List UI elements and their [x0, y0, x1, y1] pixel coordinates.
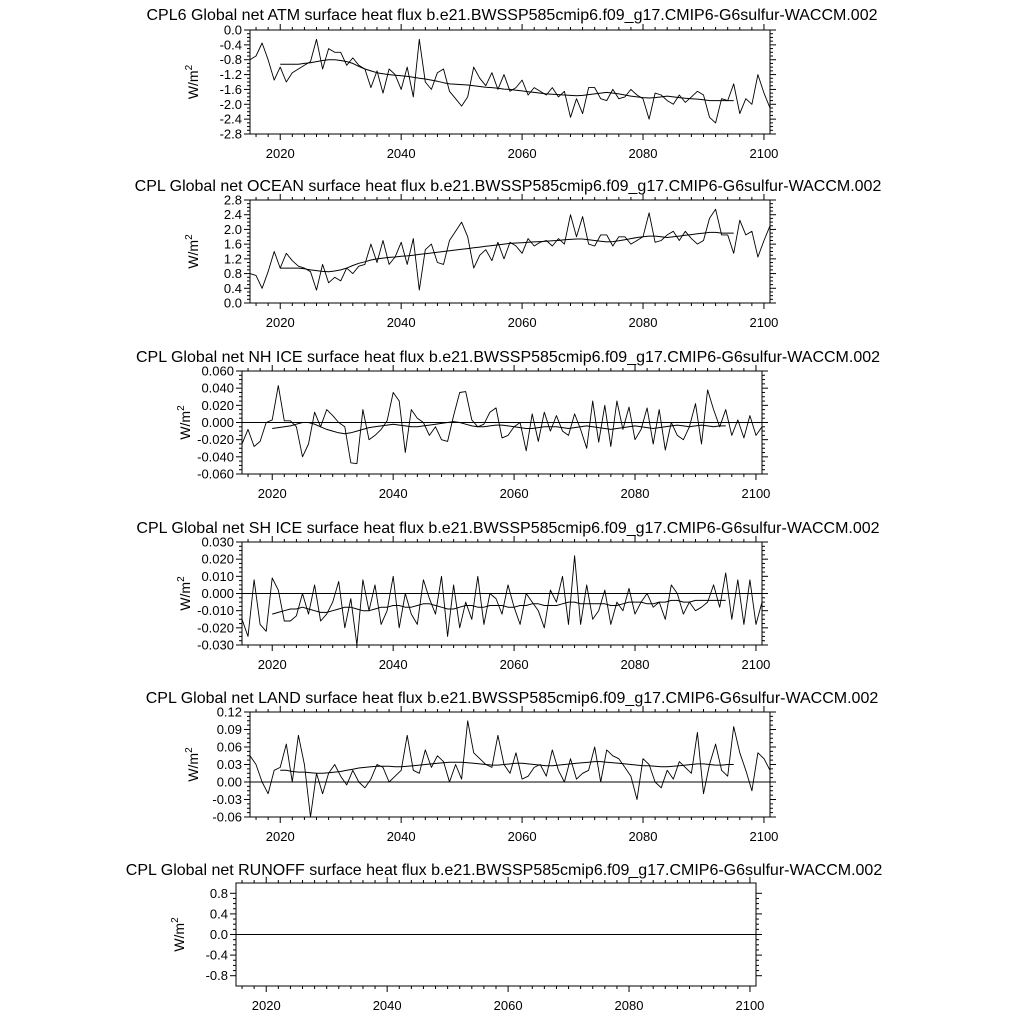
y-tick-label: 0.000 — [201, 586, 234, 601]
y-tick-label: 0.12 — [216, 704, 242, 720]
y-tick-label: -0.8 — [219, 52, 242, 68]
y-axis-label-text: W/m — [185, 239, 201, 269]
y-tick-label: -0.010 — [197, 603, 234, 619]
y-axis-label-text: W/m — [177, 581, 193, 611]
y-axis-label-sup: 2 — [184, 64, 195, 71]
y-tick-label: -0.020 — [197, 432, 234, 448]
x-tick-label: 2040 — [386, 829, 416, 844]
running-mean-line — [280, 762, 734, 774]
running-mean-line — [280, 60, 734, 101]
x-tick-label: 2020 — [265, 829, 295, 844]
y-tick-label: -0.060 — [197, 466, 234, 482]
x-tick-label: 2040 — [386, 315, 416, 330]
annual-series-line — [250, 209, 770, 290]
x-tick-label: 2100 — [741, 486, 771, 501]
y-tick-label: 0.060 — [201, 363, 234, 379]
y-tick-label: 0.06 — [216, 739, 242, 755]
y-axis-label-text: W/m — [177, 410, 193, 440]
y-tick-label: 0.010 — [201, 568, 234, 584]
y-tick-label: 0.4 — [209, 906, 228, 922]
x-tick-label: 2060 — [507, 315, 537, 330]
x-tick-label: 2040 — [378, 657, 408, 672]
y-axis-label-text: W/m — [185, 70, 201, 100]
x-tick-label: 2100 — [741, 657, 771, 672]
y-tick-label: -2.8 — [219, 126, 242, 142]
plot-frame — [250, 30, 770, 134]
y-tick-label: 0.8 — [223, 266, 242, 282]
x-tick-label: 2080 — [628, 146, 658, 161]
chart-title: CPL Global net LAND surface heat flux b.e21.BWSSP585cmip6.f09_g17.CMIP6-G6sulfur-WACCM.002 — [145, 690, 879, 707]
x-tick-label: 2080 — [628, 829, 658, 844]
panel-6 — [126, 862, 883, 1013]
y-axis-label-sup: 2 — [176, 405, 187, 411]
y-tick-label: -0.030 — [197, 637, 234, 653]
y-tick-label: 2.4 — [223, 207, 242, 223]
x-tick-label: 2020 — [265, 315, 295, 330]
y-tick-label: 0.0 — [209, 927, 228, 942]
y-tick-label: 2.8 — [223, 192, 242, 208]
y-axis-label — [176, 405, 193, 440]
x-tick-label: 2060 — [507, 146, 537, 161]
y-axis-label — [184, 64, 201, 99]
chart-title: CPL6 Global net ATM surface heat flux b.e21.BWSSP585cmip6.f09_g17.CMIP6-G6sulfur-WACCM.002 — [146, 7, 878, 24]
x-tick-label: 2060 — [499, 657, 529, 672]
y-axis-label — [176, 576, 193, 611]
plot-frame — [250, 200, 770, 303]
x-tick-label: 2080 — [620, 657, 650, 672]
y-tick-label: -0.020 — [197, 620, 234, 636]
chart-title: CPL Global net RUNOFF surface heat flux b.e21.BWSSP585cmip6.f09_g17.CMIP6-G6sulfur-WACCM.002 — [125, 862, 883, 879]
y-axis-label-sup: 2 — [176, 576, 187, 582]
y-axis-label-sup: 2 — [184, 747, 195, 753]
y-tick-label: 0.020 — [201, 397, 234, 413]
panel-4 — [136, 520, 879, 672]
y-tick-label: 2.0 — [223, 221, 242, 237]
y-tick-label: 0.09 — [216, 722, 242, 737]
chart-title: CPL Global net SH ICE surface heat flux b.e21.BWSSP585cmip6.f09_g17.CMIP6-G6sulfur-WACCM.002 — [136, 520, 880, 537]
y-tick-label: -0.8 — [205, 968, 228, 984]
y-tick-label: -0.4 — [205, 947, 228, 963]
x-tick-label: 2100 — [749, 315, 779, 330]
x-tick-label: 2060 — [493, 998, 523, 1013]
panel-2 — [135, 178, 882, 330]
y-tick-label: -0.06 — [212, 809, 242, 825]
y-tick-label: 0.03 — [216, 757, 242, 772]
x-tick-label: 2060 — [507, 829, 537, 844]
x-tick-label: 2020 — [251, 998, 281, 1013]
x-tick-label: 2100 — [749, 146, 779, 161]
panel-3 — [136, 349, 880, 501]
y-tick-label: 0.8 — [209, 885, 228, 901]
y-tick-label: -2.0 — [219, 96, 242, 112]
x-tick-label: 2040 — [386, 146, 416, 161]
y-tick-label: 0.00 — [216, 774, 242, 790]
x-tick-label: 2100 — [735, 998, 765, 1013]
y-axis-label — [170, 917, 187, 952]
y-tick-label: -0.4 — [219, 37, 242, 53]
y-tick-label: 0.4 — [223, 280, 242, 296]
y-tick-label: 0.0 — [223, 295, 242, 311]
y-tick-label: -0.040 — [197, 449, 234, 465]
x-tick-label: 2080 — [620, 486, 650, 501]
y-axis-label-text: W/m — [185, 752, 201, 782]
x-tick-label: 2060 — [499, 486, 529, 501]
x-tick-label: 2040 — [372, 998, 402, 1013]
x-tick-label: 2020 — [265, 146, 295, 161]
x-tick-label: 2020 — [257, 486, 287, 501]
y-tick-label: 0.030 — [201, 534, 234, 550]
y-axis-label — [184, 747, 201, 782]
y-tick-label: -1.6 — [219, 81, 242, 97]
y-tick-label: 0.040 — [201, 380, 234, 396]
y-axis-label-sup: 2 — [184, 234, 195, 240]
y-tick-label: -2.4 — [219, 111, 242, 127]
x-tick-label: 2080 — [614, 998, 644, 1013]
y-tick-label: 0.000 — [201, 415, 234, 430]
annual-series-line — [250, 721, 770, 817]
chart-title: CPL Global net NH ICE surface heat flux b.e21.BWSSP585cmip6.f09_g17.CMIP6-G6sulfur-WACCM.002 — [135, 349, 881, 366]
x-tick-label: 2040 — [378, 486, 408, 501]
y-axis-label — [184, 234, 201, 269]
y-tick-label: -1.2 — [219, 67, 242, 83]
chart-title: CPL Global net OCEAN surface heat flux b.e21.BWSSP585cmip6.f09_g17.CMIP6-G6sulfur-WACCM.002 — [134, 178, 882, 195]
y-axis-label-sup: 2 — [170, 917, 181, 923]
y-axis-label-text: W/m — [171, 922, 187, 952]
annual-series-line — [242, 556, 762, 645]
panel-5 — [146, 690, 879, 844]
y-tick-label: 0.0 — [223, 22, 242, 38]
annual-series-line — [250, 39, 770, 123]
y-tick-label: 0.020 — [201, 551, 234, 567]
x-tick-label: 2080 — [628, 315, 658, 330]
x-tick-label: 2100 — [749, 829, 779, 844]
y-tick-label: -0.03 — [212, 792, 242, 807]
x-tick-label: 2020 — [257, 657, 287, 672]
y-tick-label: 1.6 — [223, 236, 242, 252]
y-tick-label: 1.2 — [223, 251, 242, 267]
panel-1 — [147, 7, 878, 161]
